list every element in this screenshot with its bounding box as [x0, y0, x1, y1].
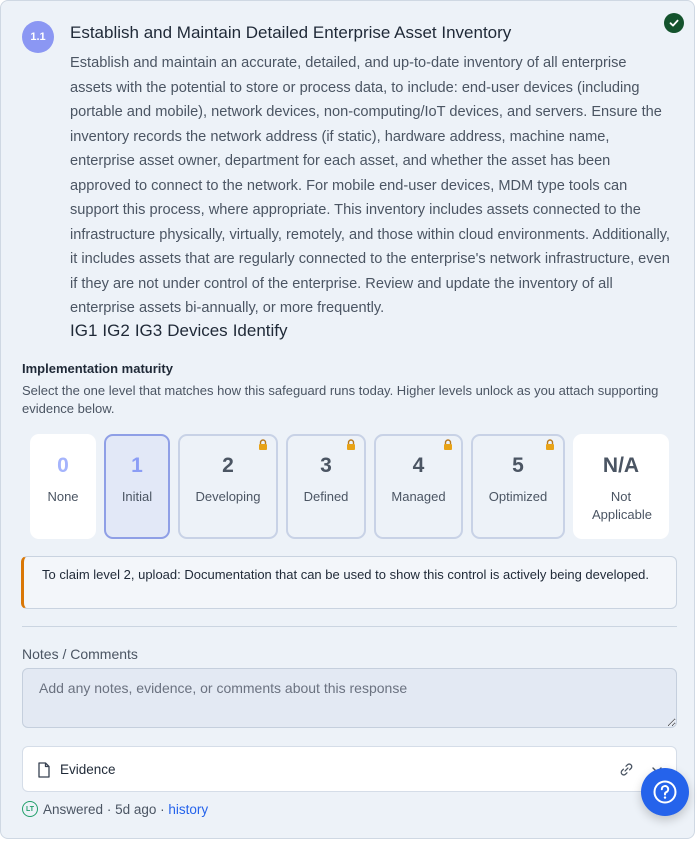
- evidence-section[interactable]: [22, 746, 677, 792]
- level-label: Developing: [195, 489, 261, 504]
- lock-icon: [258, 439, 268, 450]
- tag-function: Identify: [232, 321, 288, 340]
- maturity-level-4[interactable]: [374, 434, 463, 539]
- evidence-label: Evidence: [60, 762, 116, 777]
- level-value: 1: [131, 454, 143, 477]
- level-value: N/A: [602, 454, 640, 477]
- answer-status: [22, 801, 208, 817]
- level-value: 3: [320, 454, 332, 477]
- separator: ·: [106, 801, 112, 817]
- level-label: Defined: [303, 489, 349, 504]
- safeguard-title: Establish and Maintain Detailed Enterprise Asset Inventory: [70, 23, 512, 42]
- level-label: Managed: [391, 489, 446, 504]
- maturity-level-0[interactable]: [30, 434, 96, 539]
- level-label: Not Applicable: [592, 489, 652, 522]
- lock-icon: [346, 439, 356, 450]
- notes-input[interactable]: [22, 668, 677, 728]
- notes-label: Notes / Comments: [22, 646, 138, 662]
- safeguard-tags: [70, 321, 293, 341]
- maturity-level-2[interactable]: [178, 434, 278, 539]
- separator: ·: [160, 801, 165, 817]
- maturity-level-5[interactable]: [471, 434, 565, 539]
- level-value: 2: [222, 454, 234, 477]
- answered-label: Answered: [43, 801, 104, 817]
- safeguard-id-badge: [22, 21, 54, 53]
- link-icon[interactable]: [619, 762, 634, 777]
- level-value: 5: [512, 454, 524, 477]
- tag-asset-type: Devices: [167, 321, 228, 340]
- level-label: Optimized: [488, 489, 548, 504]
- help-button[interactable]: [641, 768, 689, 816]
- maturity-heading: Implementation maturity: [22, 361, 173, 376]
- avatar: LT: [22, 801, 38, 817]
- evidence-requirement-notice: [21, 556, 677, 609]
- document-icon: [37, 762, 51, 778]
- divider: [22, 626, 677, 627]
- tag-ig3: IG3: [134, 321, 163, 340]
- history-link[interactable]: history: [168, 801, 209, 817]
- answered-time: 5d ago: [115, 801, 157, 817]
- level-value: 0: [57, 454, 69, 477]
- tag-ig2: IG2: [102, 321, 130, 340]
- level-label: None: [47, 489, 79, 504]
- maturity-level-na[interactable]: [573, 434, 669, 539]
- maturity-level-1[interactable]: [104, 434, 170, 539]
- lock-icon: [443, 439, 453, 450]
- safeguard-description: Establish and maintain an accurate, detailed, and up-to-date inventory of all enterprise assets with the potential to store or process data, to include: end-user devices (including portable and mobile), network devices, non-computing/IoT devices, and servers. Ensure the inventory records the network address (if static), hardware address, machine name, enterprise asset owner, department for each asset, and whether the asset has been approved to connect to the network. For mobile end-user devices, MDM type tools can support this process, where appropriate. This inventory includes assets connected to the infrastructure physically, virtually, remotely, and those within cloud environments. Additionally, it includes assets that are regularly connected to the enterprise's network infrastructure, even if they are not under control of the enterprise. Review and update the inventory of all enterprise assets bi-annually, or more frequently.: [70, 55, 670, 316]
- notice-text: To claim level 2, upload: Documentation that can be used to show this control is actively being developed.: [42, 567, 650, 582]
- tag-ig1: IG1: [70, 321, 98, 340]
- level-value: 4: [412, 454, 425, 477]
- help-circle-icon: [652, 779, 678, 805]
- maturity-description: Select the one level that matches how this safeguard runs today. Higher levels unlock as you attach supporting evidence below.: [22, 383, 659, 416]
- level-label: Initial: [121, 489, 153, 504]
- lock-icon: [545, 439, 555, 450]
- safeguard-id: 1.1: [30, 31, 46, 43]
- maturity-level-3[interactable]: [286, 434, 366, 539]
- check-circle-icon: [664, 13, 684, 33]
